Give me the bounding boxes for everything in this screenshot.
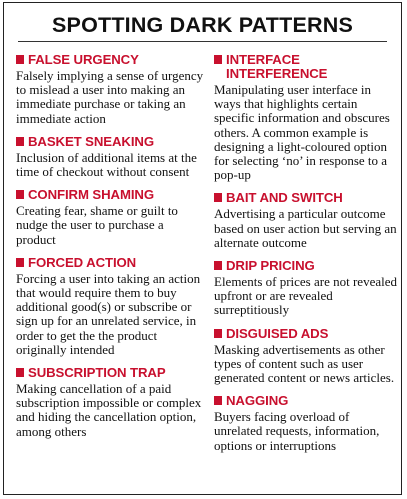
pattern-heading-text: BASKET SNEAKING xyxy=(28,133,154,149)
pattern-false-urgency xyxy=(16,53,204,126)
left-column xyxy=(16,53,204,448)
pattern-heading xyxy=(16,135,204,149)
right-column xyxy=(214,53,400,462)
pattern-heading-text: FORCED ACTION xyxy=(28,254,137,270)
pattern-heading-text: FALSE URGENCY xyxy=(28,52,139,67)
pattern-description: Buyers facing overload of unrelated requests, information, options or interruptions xyxy=(214,409,380,453)
red-square-icon xyxy=(214,261,222,270)
pattern-confirm-shaming xyxy=(16,188,204,247)
pattern-description: Inclusion of additional items at the time of checkout without consent xyxy=(16,149,197,180)
red-square-icon xyxy=(214,396,222,405)
pattern-subscription-trap xyxy=(16,366,204,439)
pattern-heading xyxy=(16,188,204,202)
red-square-icon xyxy=(16,190,24,199)
pattern-description: Manipulating user interface in ways that highlights certain specific information and obscures others. A common example is designing a light-coloured option for selecting ‘no’ in response to a pop-up xyxy=(214,82,390,183)
pattern-heading xyxy=(214,327,400,341)
infographic-frame xyxy=(3,2,402,495)
pattern-basket-sneaking xyxy=(16,135,204,179)
pattern-heading-text: NAGGING xyxy=(226,393,289,409)
pattern-forced-action xyxy=(16,256,204,357)
pattern-heading xyxy=(16,53,204,67)
pattern-description: Falsely implying a sense of urgency to mislead a user into making an immediate purchase or taking an immediate action xyxy=(16,68,204,126)
pattern-nagging xyxy=(214,394,400,453)
red-square-icon xyxy=(16,258,24,267)
pattern-heading xyxy=(16,256,204,270)
pattern-heading-text: BAIT AND SWITCH xyxy=(226,190,343,206)
pattern-heading-text: SUBSCRIPTION TRAP xyxy=(28,365,166,381)
pattern-description: Advertising a particular outcome based on user action but serving an alternate outcome xyxy=(214,206,397,250)
pattern-heading-text: DISGUISED ADS xyxy=(226,325,329,341)
pattern-heading xyxy=(214,53,400,81)
pattern-drip-pricing xyxy=(214,259,400,318)
pattern-description: Creating fear, shame or guilt to nudge the user to purchase a product xyxy=(16,203,178,247)
page-title: SPOTTING DARK PATTERNS xyxy=(51,13,354,37)
red-square-icon xyxy=(214,55,222,64)
pattern-heading xyxy=(214,259,400,273)
title-divider xyxy=(18,41,387,42)
pattern-description: Making cancellation of a paid subscription impossible or complex and hiding the cancellation option, among others xyxy=(16,381,202,439)
red-square-icon xyxy=(214,329,222,338)
pattern-disguised-ads xyxy=(214,327,400,386)
pattern-description: Masking advertisements as other types of content such as user generated content or news articles. xyxy=(214,341,395,386)
red-square-icon xyxy=(16,137,24,146)
pattern-heading xyxy=(16,366,204,380)
pattern-heading xyxy=(214,394,400,408)
pattern-description: Elements of prices are not revealed upfront or are revealed surreptitiously xyxy=(214,274,397,318)
red-square-icon xyxy=(16,55,24,64)
red-square-icon xyxy=(16,368,24,377)
pattern-heading xyxy=(214,191,400,205)
pattern-heading-text: CONFIRM SHAMING xyxy=(28,187,154,203)
pattern-heading-text: DRIP PRICING xyxy=(226,258,315,274)
pattern-interface-interference xyxy=(214,53,400,182)
pattern-heading-text: INTERFACE INTERFERENCE xyxy=(226,52,328,81)
pattern-bait-and-switch xyxy=(214,191,400,250)
pattern-description: Forcing a user into taking an action that would require them to buy additional good(s) or subscribe or sign up for an unrelated service, in order to get the the product originally intended xyxy=(16,270,201,357)
red-square-icon xyxy=(214,193,222,202)
